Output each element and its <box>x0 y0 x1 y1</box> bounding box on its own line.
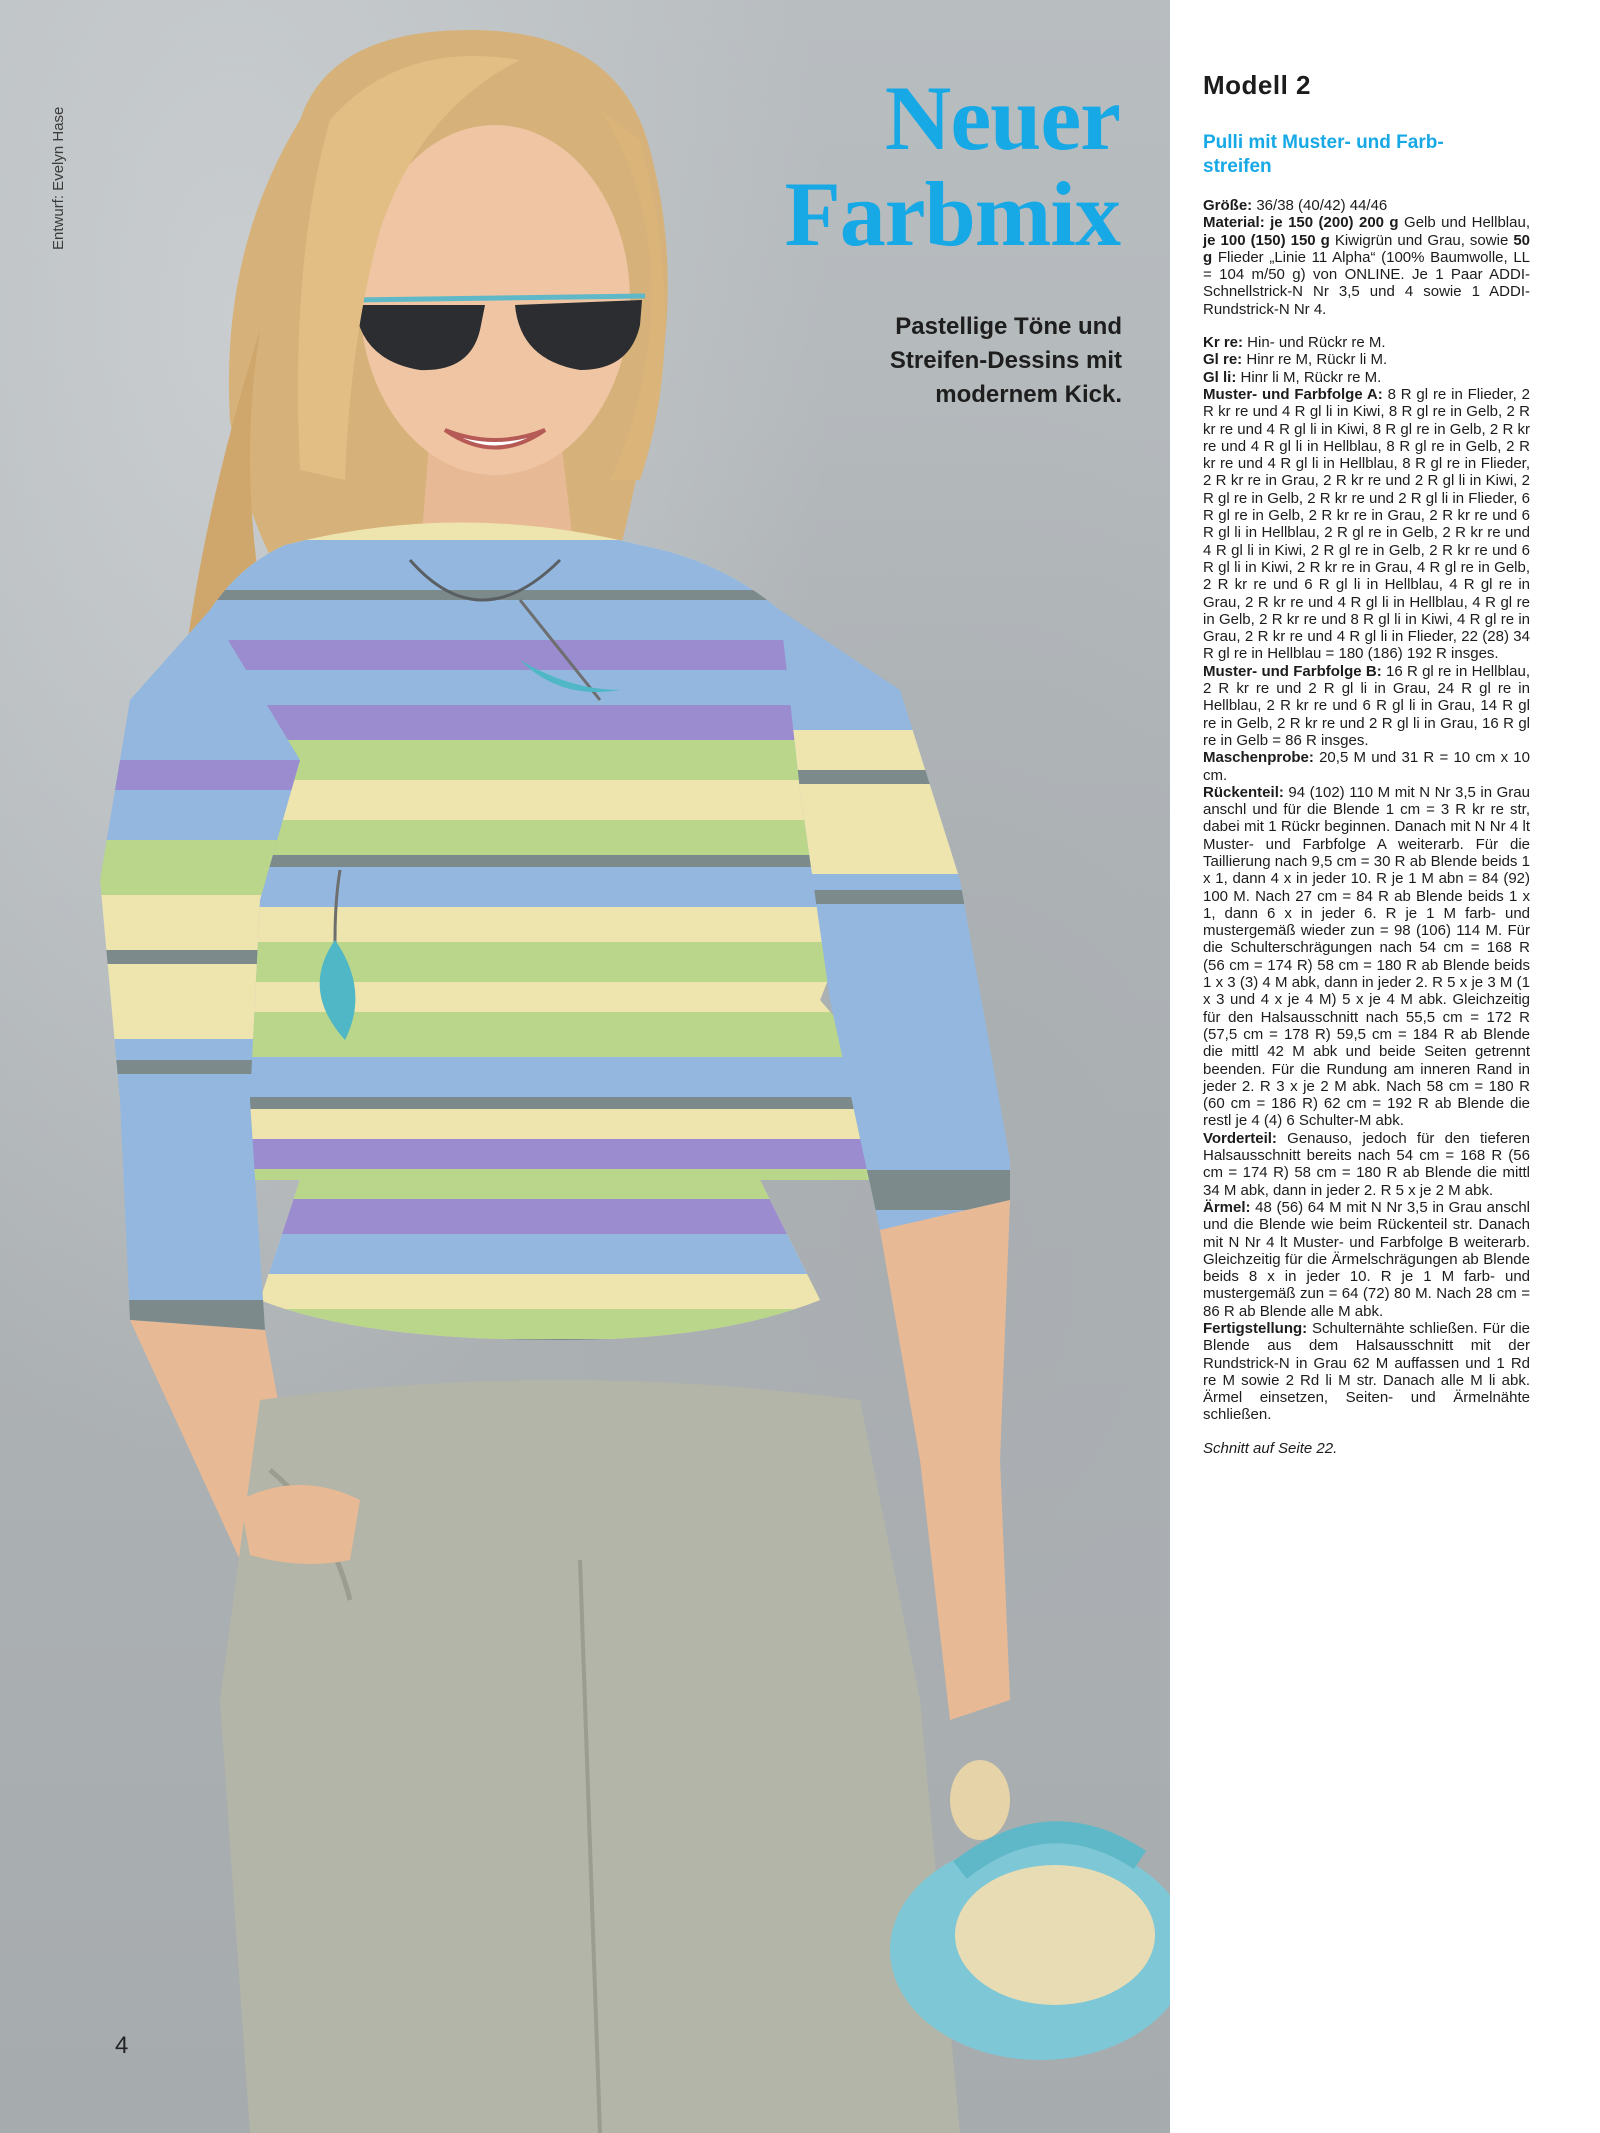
photo-credit: Entwurf: Evelyn Hase <box>50 106 67 250</box>
pattern-a-label: Muster- und Farbfolge A: <box>1203 385 1383 403</box>
pattern-b-paragraph <box>1203 663 1530 749</box>
back-label: Rückenteil: <box>1203 783 1284 801</box>
subheadline-line-3: modernem Kick. <box>935 381 1122 408</box>
sleeves-label: Ärmel: <box>1203 1198 1251 1216</box>
model-title: Modell 2 <box>1203 70 1312 100</box>
gauge-paragraph <box>1203 749 1530 784</box>
kr-re-paragraph <box>1203 334 1530 351</box>
kr-re-label: Kr re: <box>1203 334 1244 352</box>
gauge-text: 20,5 M und 31 R = 10 cm x 10 cm. <box>1203 749 1530 784</box>
kr-re-text: Hin- und Rückr re M. <box>1243 334 1386 352</box>
subheadline <box>782 310 1122 412</box>
size-text: 36/38 (40/42) 44/46 <box>1252 197 1388 214</box>
finishing-text: Schulternähte schließen. Für die Blende aus dem Halsausschnitt mit der Rundstrick-N in Grau 62 M auffassen und 1 Rd re M sowie 2 Rd li M str. Danach alle M li abk. Ärmel einsetzen, Seiten- und Ärmelnähte schließen. <box>1203 1320 1530 1424</box>
front-label: Vorderteil: <box>1203 1129 1277 1147</box>
back-text: 94 (102) 110 M mit N Nr 3,5 in Grau anschl und für die Blende 1 cm = 3 R kr re str, dabei mit 1 Rückr beginnen. Danach mit N Nr 4 lt Muster- und Farbfolge A weiterarb. Für die Taillierung nach 9,5 cm = 30 R ab Blende beids 1 x 1, dann 4 x in jeder 10. R je 1 M abn = 84 (92) 100 M. Nach 27 cm = 84 R ab Blende beids 1 x 1, dann 6 x in jeder 6. R je 1 M farb- und mustergemäß wieder zun = 98 (106) 114 M. Für die Schulterschrägungen nach 54 cm = 168 R (56 cm = 174 R) 58 cm = 180 R ab Blende beids 1 x 3 (3) 4 M abk, dann in jeder 2. R 5 x je 3 M (1 x 3 und 4 x je 4 M) 5 x je 4 M abk. Gleichzeitig für den Halsausschnitt nach 55,5 cm = 172 R (57,5 cm = 178 R) 59,5 cm = 184 R ab Blende die mittl 42 M abk und beide Seiten getrennt beenden. Für die Rundung am inneren Rand in jeder 2. R 3 x je 2 M abk. Nach 58 cm = 180 R (60 cm = 186 R) 62 cm = 192 R ab Blende die restl je 4 (4) 6 Schulter-M abk. <box>1203 783 1530 1130</box>
material-text-3: Flieder „Linie 11 Alpha“ (100% Baumwolle, LL = 104 m/50 g) von ONLINE. Je 1 Paar ADDI-Schnellstrick-N Nr 3,5 und 4 sowie 1 ADDI-Rundstrick-N Nr 4. <box>1203 248 1530 318</box>
gl-li-paragraph <box>1203 369 1530 386</box>
material-text-1: Gelb und Hellblau, <box>1398 214 1530 232</box>
page-number: 4 <box>115 2032 129 2059</box>
front-text: Genauso, jedoch für den tieferen Halsausschnitt bereits nach 54 cm = 168 R (56 cm = 174 R) 58 cm = 180 R ab Blende die mittl 34 M abk, dann in jeder 2. R 5 x je 2 M abk. <box>1203 1129 1530 1199</box>
gl-re-text: Hinr re M, Rückr li M. <box>1242 351 1388 369</box>
sleeves-text: 48 (56) 64 M mit N Nr 3,5 in Grau anschl und die Blende wie beim Rückenteil str. Danach mit N Nr 4 lt Muster- und Farbfolge B weiterarb. Gleichzeitig für die Ärmelschrägungen ab Blende beids 8 x in jeder 10. R je 1 M farb- und mustergemäß zun = 64 (72) 80 M. Nach 28 cm = 86 R ab Blende alle M abk. <box>1203 1198 1530 1320</box>
gl-re-label: Gl re: <box>1203 351 1243 369</box>
straw-hat-icon <box>890 1760 1170 2060</box>
pattern-b-text: 16 R gl re in Hellblau, 2 R kr re und 2 R gl li in Grau, 24 R gl re in Hellblau, 2 R kr re und 6 R gl li in Grau, 14 R gl re in Gelb, 2 R kr re und 2 R gl li in Grau, 16 R gl re in Gelb = 86 R insges. <box>1203 662 1530 749</box>
size-paragraph <box>1203 197 1530 214</box>
gl-re-paragraph <box>1203 351 1530 368</box>
sleeves-paragraph <box>1203 1199 1530 1320</box>
material-label: Material: <box>1203 214 1265 232</box>
model-subtitle-line-1: Pulli mit Muster- und Farb- <box>1203 132 1444 153</box>
pattern-instructions <box>1203 70 1530 1457</box>
pattern-reference-note: Schnitt auf Seite 22. <box>1203 1439 1338 1457</box>
gl-li-text: Hinr li M, Rückr re M. <box>1236 368 1382 386</box>
finishing-paragraph <box>1203 1320 1530 1424</box>
pattern-b-label: Muster- und Farbfolge B: <box>1203 662 1382 680</box>
headline-line-2: Farbmix <box>784 163 1120 265</box>
material-text-2: Kiwigrün und Grau, sowie <box>1329 231 1514 249</box>
front-paragraph <box>1203 1130 1530 1199</box>
gl-li-label: Gl li: <box>1203 368 1237 386</box>
pattern-a-text: 8 R gl re in Flieder, 2 R kr re und 4 R gl li in Kiwi, 8 R gl re in Gelb, 2 R kr re und 4 R gl li in Kiwi, 8 R gl re in Gelb, 2 R kr re und 4 R gl li in Hellblau, 8 R gl re in Gelb, 2 R kr re und 4 R gl li in Hellblau, 8 R gl re in Flieder, 2 R kr re in Grau, 2 R kr re und 2 R gl li in Kiwi, 2 R gl re in Gelb, 2 R kr re und 2 R gl li in Flieder, 6 R gl re in Gelb, 2 R kr re in Grau, 2 R kr re und 6 R gl li in Hellblau, 2 R gl re in Gelb, 2 R kr re und 4 R gl li in Kiwi, 2 R gl re in Gelb, 2 R kr re und 6 R gl li in Kiwi, 2 R kr re in Grau, 4 R gl re in Gelb, 2 R kr re und 6 R gl li in Hellblau, 4 R gl re in Grau, 2 R kr re und 4 R gl li in Hellblau, 4 R gl re in Gelb, 2 R kr re und 8 R gl li in Kiwi, 4 R gl re in Grau, 2 R kr re und 4 R gl li in Flieder, 22 (28) 34 R gl re in Hellblau = 180 (186) 192 R insges. <box>1203 385 1530 663</box>
subheadline-line-2: Streifen-Dessins mit <box>889 347 1122 374</box>
back-paragraph <box>1203 784 1530 1130</box>
subheadline-line-1: Pastellige Töne und <box>895 313 1122 340</box>
spacer <box>1203 318 1530 334</box>
model-subtitle-line-2: streifen <box>1203 156 1272 177</box>
gauge-label: Maschenprobe: <box>1203 749 1314 767</box>
headline <box>784 67 1120 265</box>
model-subtitle <box>1203 131 1530 179</box>
headline-line-1: Neuer <box>884 67 1120 169</box>
material-amount-2: je 100 (150) 150 g <box>1203 231 1330 249</box>
pattern-a-paragraph <box>1203 386 1530 663</box>
material-amount-1: je 150 (200) 200 g <box>1264 214 1399 232</box>
size-label: Größe: <box>1203 197 1253 214</box>
finishing-label: Fertigstellung: <box>1203 1320 1308 1337</box>
material-amount-3: 50 g <box>1203 231 1530 266</box>
material-paragraph <box>1203 214 1530 318</box>
